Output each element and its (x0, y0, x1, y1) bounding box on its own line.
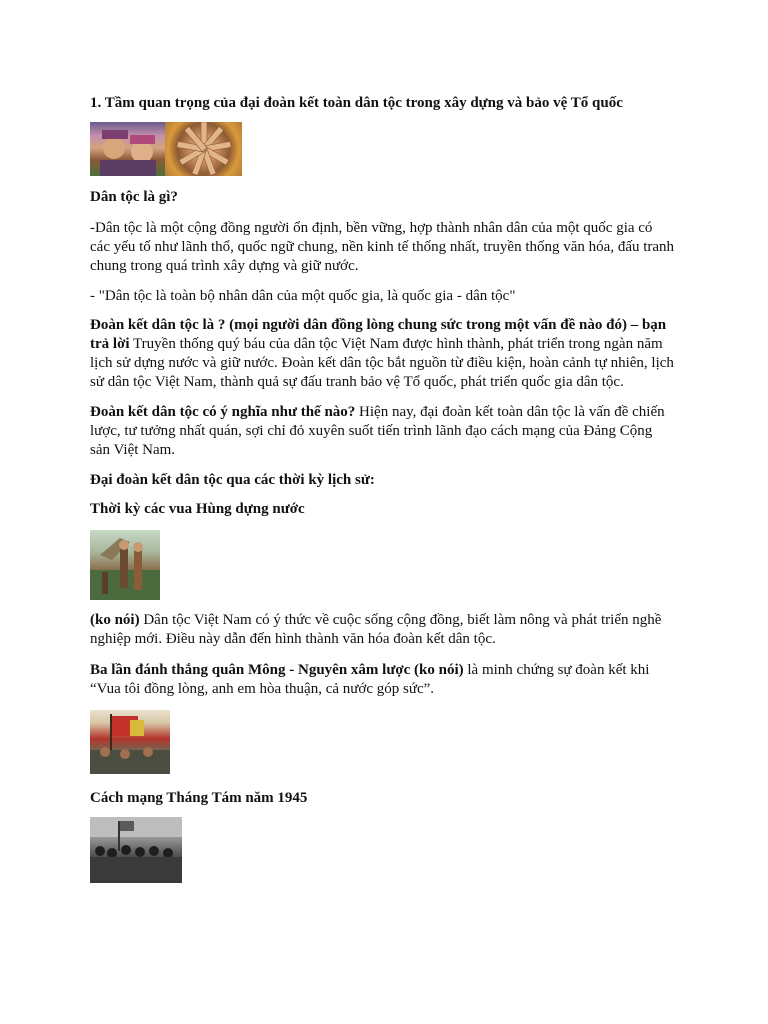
text-line (90, 335, 690, 354)
hung-kings-heading: Thời kỳ các vua Hùng dựng nước (90, 501, 305, 517)
meaning-paragraph (90, 403, 690, 460)
ethnic-children-photo (90, 122, 165, 176)
history-heading: Đại đoàn kết dân tộc qua các thời kỳ lịch sử: (90, 472, 375, 488)
text-span: Dân tộc Việt Nam có ý thức về cuộc sống cộng đồng, biết làm nông và phát triển nghề (139, 612, 662, 628)
text-line: sử dân tộc Việt Nam, thành quả sự đấu tranh bảo vệ Tổ quốc, phát triển quốc gia dân tộc. (90, 374, 624, 390)
text-line: lịch sử dựng nước và giữ nước. Đoàn kết dân tộc bắt nguồn từ điều kiện, hoàn cảnh tự nhiên, lịch (90, 355, 674, 371)
text-span: Hiện nay, đại đoàn kết toàn dân tộc là vấn đề chiến (355, 404, 665, 420)
text-span: là minh chứng sự đoàn kết khi (463, 662, 650, 678)
bold-phrase: (ko nói) (90, 612, 140, 628)
august-revolution-heading: Cách mạng Tháng Tám năm 1945 (90, 790, 308, 806)
hung-kings-paragraph (90, 611, 690, 649)
quote-paragraph: - "Dân tộc là toàn bộ nhân dân của một quốc gia, là quốc gia - dân tộc" (90, 288, 516, 304)
text-line (90, 661, 690, 680)
bold-phrase: Ba lần đánh thắng quân Mông - Nguyên xâm lược (ko nói) (90, 662, 464, 678)
bold-phrase: Đoàn kết dân tộc có ý nghĩa như thế nào? (90, 404, 356, 420)
document-title: 1. Tầm quan trọng của đại đoàn kết toàn dân tộc trong xây dựng và bảo vệ Tổ quốc (90, 95, 623, 111)
joined-hands-photo (165, 122, 242, 176)
text-line: nghiệp mới. Điều này dẫn đến hình thành văn hóa đoàn kết dân tộc. (90, 631, 496, 647)
text-line (90, 611, 690, 630)
question-heading: Dân tộc là gì? (90, 189, 178, 205)
unity-paragraph (90, 316, 690, 392)
text-line: -Dân tộc là một cộng đồng người ổn định, bền vững, hợp thành nhân dân của một quốc gia có (90, 220, 653, 236)
august-revolution-photo (90, 817, 182, 883)
hung-kings-illustration (90, 530, 160, 600)
definition-paragraph (90, 219, 690, 276)
text-line: Đoàn kết dân tộc là ? (mọi người dân đồng lòng chung sức trong một vấn đề nào đó) – bạn (90, 317, 667, 333)
text-line: chung trong quá trình xây dựng và giữ nước. (90, 258, 359, 274)
bold-phrase: trả lời (90, 336, 130, 352)
text-line (90, 403, 690, 422)
text-line: các yếu tố như lãnh thổ, quốc ngữ chung, nền kinh tế thống nhất, truyền thống văn hóa, đấu tranh (90, 239, 675, 255)
text-line: lược, tư tưởng nhất quán, sợi chỉ đỏ xuyên suốt tiến trình lãnh đạo cách mạng của Đảng Cộng (90, 423, 653, 439)
text-line: “Vua tôi đồng lòng, anh em hòa thuận, cả nước góp sức”. (90, 681, 435, 697)
mongol-battle-painting (90, 710, 170, 774)
text-span: Truyền thống quý báu của dân tộc Việt Nam được hình thành, phát triển trong ngàn năm (129, 336, 663, 352)
text-line: sản Việt Nam. (90, 442, 176, 458)
mongol-paragraph (90, 661, 690, 699)
